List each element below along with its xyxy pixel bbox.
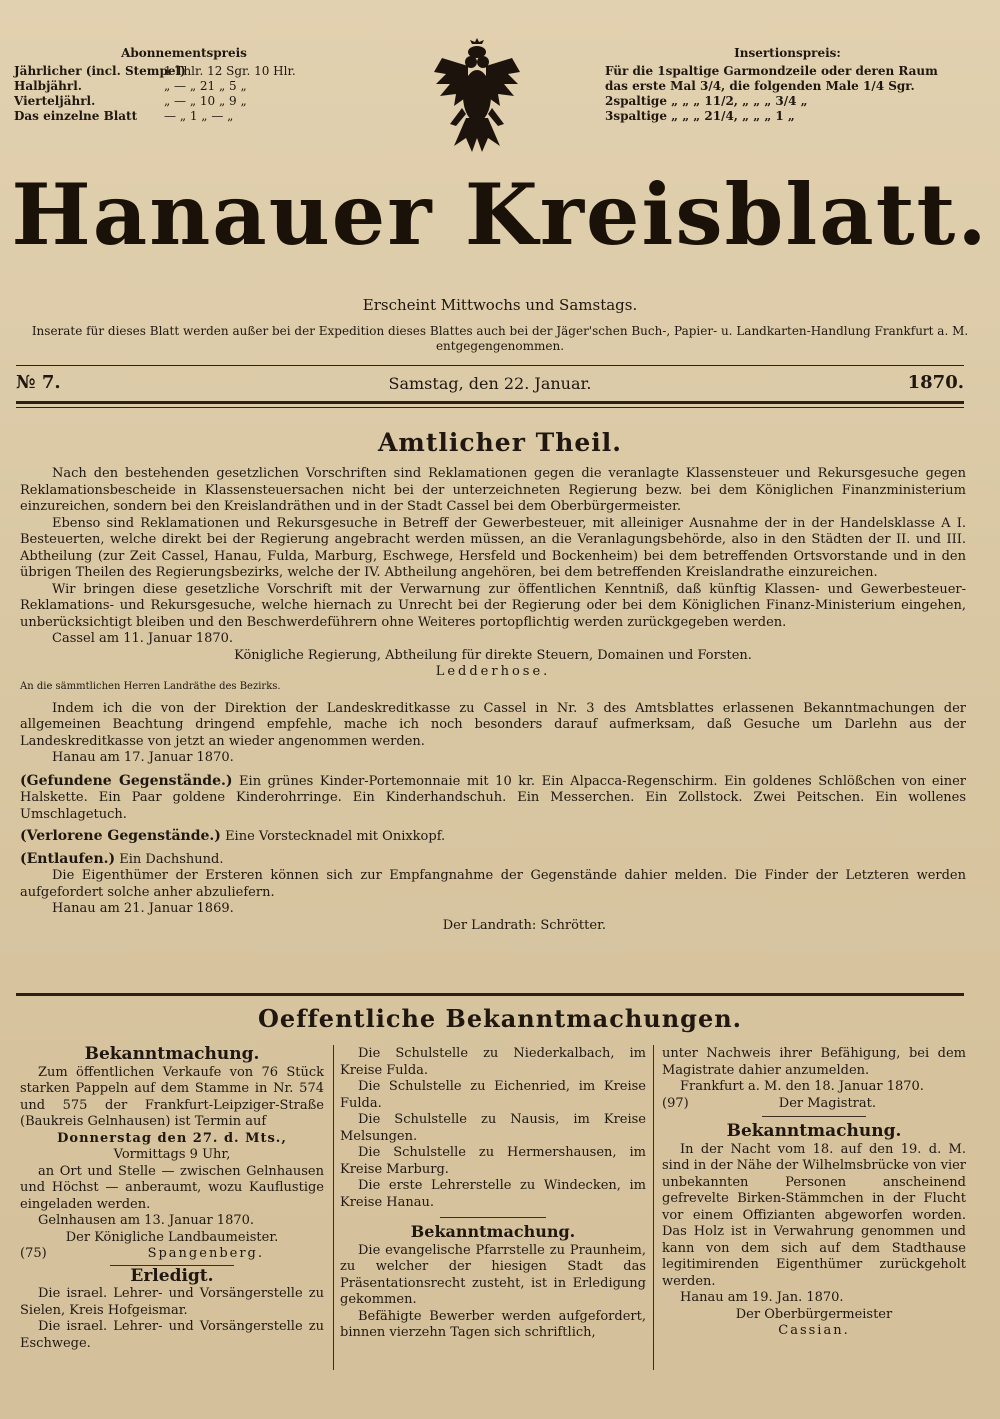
announcement-text: In der Nacht vom 18. auf den 19. d. M. sind in der Nähe der Wilhelmsbrücke von vier unbekannten Personen anscheinend gefrevelte Birken-Stämmchen in der Flucht vor einem Offizianten abgeworfen worden. Das Holz ist in Verwahrung genommen und kann von dem sich auf dem Stadthause legitimirenden Eigenthümer zurückgeholt werden. bbox=[662, 1141, 967, 1289]
announcement-text: Die Schulstelle zu Nausis, im Kreise Melsungen. bbox=[340, 1112, 646, 1144]
announcement-authority: Der Königliche Landbaumeister. bbox=[65, 1229, 279, 1245]
announcement-date: Hanau am 19. Jan. 1870. bbox=[680, 1290, 844, 1305]
announcement-text: an Ort und Stelle — zwischen Gelnhausen und Höchst — anberaumt, wozu Kauflustige eingeladen werden. bbox=[20, 1163, 324, 1212]
divider bbox=[16, 407, 964, 408]
subscription-value: 1 Thlr. 12 Sgr. 10 Hlr. bbox=[164, 64, 296, 78]
lost-items-notice bbox=[20, 828, 966, 846]
subscription-value: „ — „ 21 „ 5 „ bbox=[164, 79, 247, 93]
subscription-label: Jährlicher (incl. Stempel) bbox=[14, 64, 186, 78]
official-notices bbox=[20, 466, 966, 934]
lost-items-text: Eine Vorstecknadel mit Onixkopf. bbox=[225, 829, 446, 844]
public-column-1 bbox=[20, 1046, 324, 1352]
announcement-heading: Bekanntmachung. bbox=[84, 1044, 260, 1064]
subscription-row bbox=[14, 109, 354, 124]
announcement-time: Vormittags 9 Uhr, bbox=[113, 1147, 231, 1162]
column-divider bbox=[333, 1045, 334, 1370]
subscription-label: Das einzelne Blatt bbox=[14, 109, 138, 123]
runaway-label: (Entlaufen.) bbox=[20, 850, 116, 867]
subscription-value: „ — „ 10 „ 9 „ bbox=[164, 94, 247, 108]
announcement-signature-row bbox=[662, 1096, 966, 1113]
announcement-heading: Erledigt. bbox=[130, 1265, 214, 1286]
subscription-row bbox=[14, 64, 354, 79]
notice-addressee: An die sämmtlichen Herren Landräthe des Bezirks. bbox=[20, 680, 281, 692]
lost-items-label: (Verlorene Gegenstände.) bbox=[20, 828, 221, 844]
eagle-emblem-icon bbox=[432, 38, 522, 156]
runaway-text: Ein Dachshund. bbox=[119, 851, 224, 867]
divider bbox=[16, 401, 964, 404]
announcement-text: Die israel. Lehrer- und Vorsängerstelle zu Eschwege. bbox=[20, 1319, 324, 1351]
notice-signature: Ledderhose. bbox=[435, 664, 551, 679]
found-items-label: (Gefundene Gegenstände.) bbox=[20, 772, 233, 789]
insertion-price-box bbox=[605, 46, 970, 124]
announcement-text: Die evangelische Pfarrstelle zu Praunheim, zu welcher der hiesigen Stadt das Präsentationsrecht zusteht, ist in Erledigung gekommen. bbox=[340, 1242, 646, 1307]
insertion-row: 2spaltige „ „ „ 11/2, „ „ „ 3/4 „ bbox=[605, 94, 808, 108]
public-column-3 bbox=[662, 1046, 966, 1340]
notice-paragraph: Wir bringen diese gesetzliche Vorschrift mit der Verwarnung zur öffentlichen Kenntniß, daß künftig Klassen- und Gewerbesteuer-Reklamations- und Rekursgesuche, welche hiernach zu Unrecht bei der Regierung oder bei dem Königlichen Finanz-Ministerium eingehen, unberücksichtigt bleiben und den Beschwerdeführern ohne Weiteres portopflichtig werden zurückgegeben werden. bbox=[20, 581, 966, 630]
announcement-number: (97) bbox=[662, 1095, 689, 1111]
notice-authority: Königliche Regierung, Abtheilung für direkte Steuern, Domainen und Forsten. bbox=[234, 647, 752, 663]
subscription-row bbox=[14, 94, 354, 109]
subscription-price-box bbox=[14, 46, 354, 124]
notice-paragraph: Ebenso sind Reklamationen und Rekursgesuche in Betreff der Gewerbesteuer, mit alleiniger Ausnahme der in der Handelsklasse A I. Besteuerten, welche direkt bei der Regierung angebracht werden müssen, an die Veranlagungsbehörde, also in den Städten der II. und III. Abtheilung (zur Zeit Cassel, Hanau, Fulda, Marburg, Eschwege, Hersfeld und Bockenheim) bei dem betreffenden Ortsvorstande und in den übrigen Theilen des Regierungsbezirks, welche der IV. Abtheilung angehören, bei dem betreffenden Kreislandrathe einzureichen. bbox=[20, 515, 966, 580]
announcement-signature-row bbox=[20, 1246, 324, 1263]
announcement-text: Die Schulstelle zu Niederkalbach, im Kreise Fulda. bbox=[340, 1046, 646, 1078]
announcement-date: Gelnhausen am 13. Januar 1870. bbox=[38, 1213, 255, 1228]
announcement-text: Die Schulstelle zu Eichenried, im Kreise Fulda. bbox=[340, 1079, 646, 1111]
public-column-2 bbox=[340, 1046, 646, 1342]
subscription-label: Halbjährl. bbox=[14, 79, 82, 93]
announcement-text: Die erste Lehrerstelle zu Windecken, im Kreise Hanau. bbox=[340, 1178, 646, 1210]
found-items-text: Ein grünes Kinder-Portemonnaie mit 10 kr. Ein Alpacca-Regenschirm. Ein goldenes Schlößchen von einer Halskette. Ein Paar goldene Kinderohrringe. Ein Kinderhandschuh. Ein Messerchen. Ein Zollstock. Zwei Peitschen. Ein wollenes Umschlagetuch. bbox=[20, 773, 966, 822]
notice-date: Hanau am 21. Januar 1869. bbox=[52, 901, 234, 916]
insertion-row: Für die 1spaltige Garmondzeile oder deren Raum bbox=[605, 64, 938, 78]
announcement-number: (75) bbox=[20, 1246, 47, 1261]
insertion-caption: Insertionspreis: bbox=[734, 46, 841, 60]
announcement-text: Zum öffentlichen Verkaufe von 76 Stück starken Pappeln auf dem Stamme in Nr. 574 und 575 der Frankfurt-Leipziger-Straße (Baukreis Gelnhausen) ist Termin auf bbox=[20, 1064, 324, 1129]
announcement-heading: Bekanntmachung. bbox=[726, 1121, 902, 1141]
insertion-row: 3spaltige „ „ „ 21/4, „ „ „ 1 „ bbox=[605, 109, 795, 123]
inserate-note: Inserate für dieses Blatt werden außer bei der Expedition dieses Blattes auch bei der Jäger'schen Buch-, Papier- u. Landkarten-Handlung Frankfurt a. M. entgegengenommen. bbox=[31, 324, 969, 353]
found-items-notice bbox=[20, 773, 966, 824]
column-divider bbox=[653, 1045, 654, 1370]
issue-year: 1870. bbox=[907, 372, 964, 393]
announcement-signature: Spangenberg. bbox=[147, 1246, 264, 1261]
landrat-signature: Der Landrath: Schrötter. bbox=[442, 917, 606, 933]
subscription-value: — „ 1 „ — „ bbox=[164, 109, 234, 123]
publication-schedule: Erscheint Mittwochs und Samstags. bbox=[362, 296, 638, 314]
notice-paragraph: Nach den bestehenden gesetzlichen Vorschriften sind Reklamationen gegen die veranlagte Klassensteuer und Rekursgesuche gegen Reklamationsbescheide in Klassensteuersachen nicht bei der unterzeichneten Regierung bezw. bei dem Königlichen Finanzministerium einzureichen, sondern bei den Kreislandräthen und in der Stadt Cassel bei dem Oberbürgermeister. bbox=[20, 466, 966, 514]
notice-date: Cassel am 11. Januar 1870. bbox=[52, 631, 234, 646]
announcement-authority: Der Magistrat. bbox=[778, 1095, 876, 1111]
section-heading-public: Oeffentliche Bekanntmachungen. bbox=[257, 1004, 743, 1033]
announcement-day: Donnerstag den 27. d. Mts., bbox=[57, 1130, 287, 1146]
divider bbox=[16, 993, 964, 996]
notice-paragraph: Indem ich die von der Direktion der Landeskreditkasse zu Cassel in Nr. 3 des Amtsblattes erlassenen Bekanntmachungen der allgemeinen Beachtung dringend empfehle, mache ich noch besonders darauf aufmerksam, daß Gesuche um Darlehn aus der Landeskreditkasse von jetzt an wieder angenommen werden. bbox=[20, 700, 966, 749]
announcement-signature: Cassian. bbox=[778, 1323, 850, 1338]
insertion-row: das erste Mal 3/4, die folgenden Male 1/4 Sgr. bbox=[605, 79, 915, 93]
issue-date: Samstag, den 22. Januar. bbox=[388, 374, 592, 393]
announcement-text: unter Nachweis ihrer Befähigung, bei dem Magistrate dahier anzumelden. bbox=[662, 1046, 966, 1078]
issue-line bbox=[16, 372, 964, 400]
notice-date: Hanau am 17. Januar 1870. bbox=[52, 750, 234, 765]
notice-paragraph: Die Eigenthümer der Ersteren können sich zur Empfangnahme der Gegenstände dahier melden. Die Finder der Letzteren werden aufgefordert solche anher abzuliefern. bbox=[20, 868, 966, 900]
masthead-title: Hanauer Kreisblatt. bbox=[11, 165, 989, 264]
subscription-row bbox=[14, 79, 354, 94]
announcement-authority: Der Oberbürgermeister bbox=[735, 1306, 893, 1322]
announcement-text: Die Schulstelle zu Hermershausen, im Kreise Marburg. bbox=[340, 1145, 646, 1177]
section-heading-official: Amtlicher Theil. bbox=[378, 428, 622, 457]
announcement-heading: Bekanntmachung. bbox=[410, 1222, 576, 1241]
announcement-text: Befähigte Bewerber werden aufgefordert, binnen vierzehn Tagen sich schriftlich, bbox=[340, 1308, 646, 1340]
subscription-label: Vierteljährl. bbox=[14, 94, 96, 108]
announcement-date: Frankfurt a. M. den 18. Januar 1870. bbox=[680, 1079, 924, 1094]
runaway-notice bbox=[20, 851, 966, 869]
issue-number: № 7. bbox=[16, 372, 61, 393]
announcement-text: Die israel. Lehrer- und Vorsängerstelle zu Sielen, Kreis Hofgeismar. bbox=[20, 1286, 324, 1318]
subscription-caption: Abonnementspreis bbox=[121, 46, 247, 60]
divider bbox=[16, 365, 964, 366]
